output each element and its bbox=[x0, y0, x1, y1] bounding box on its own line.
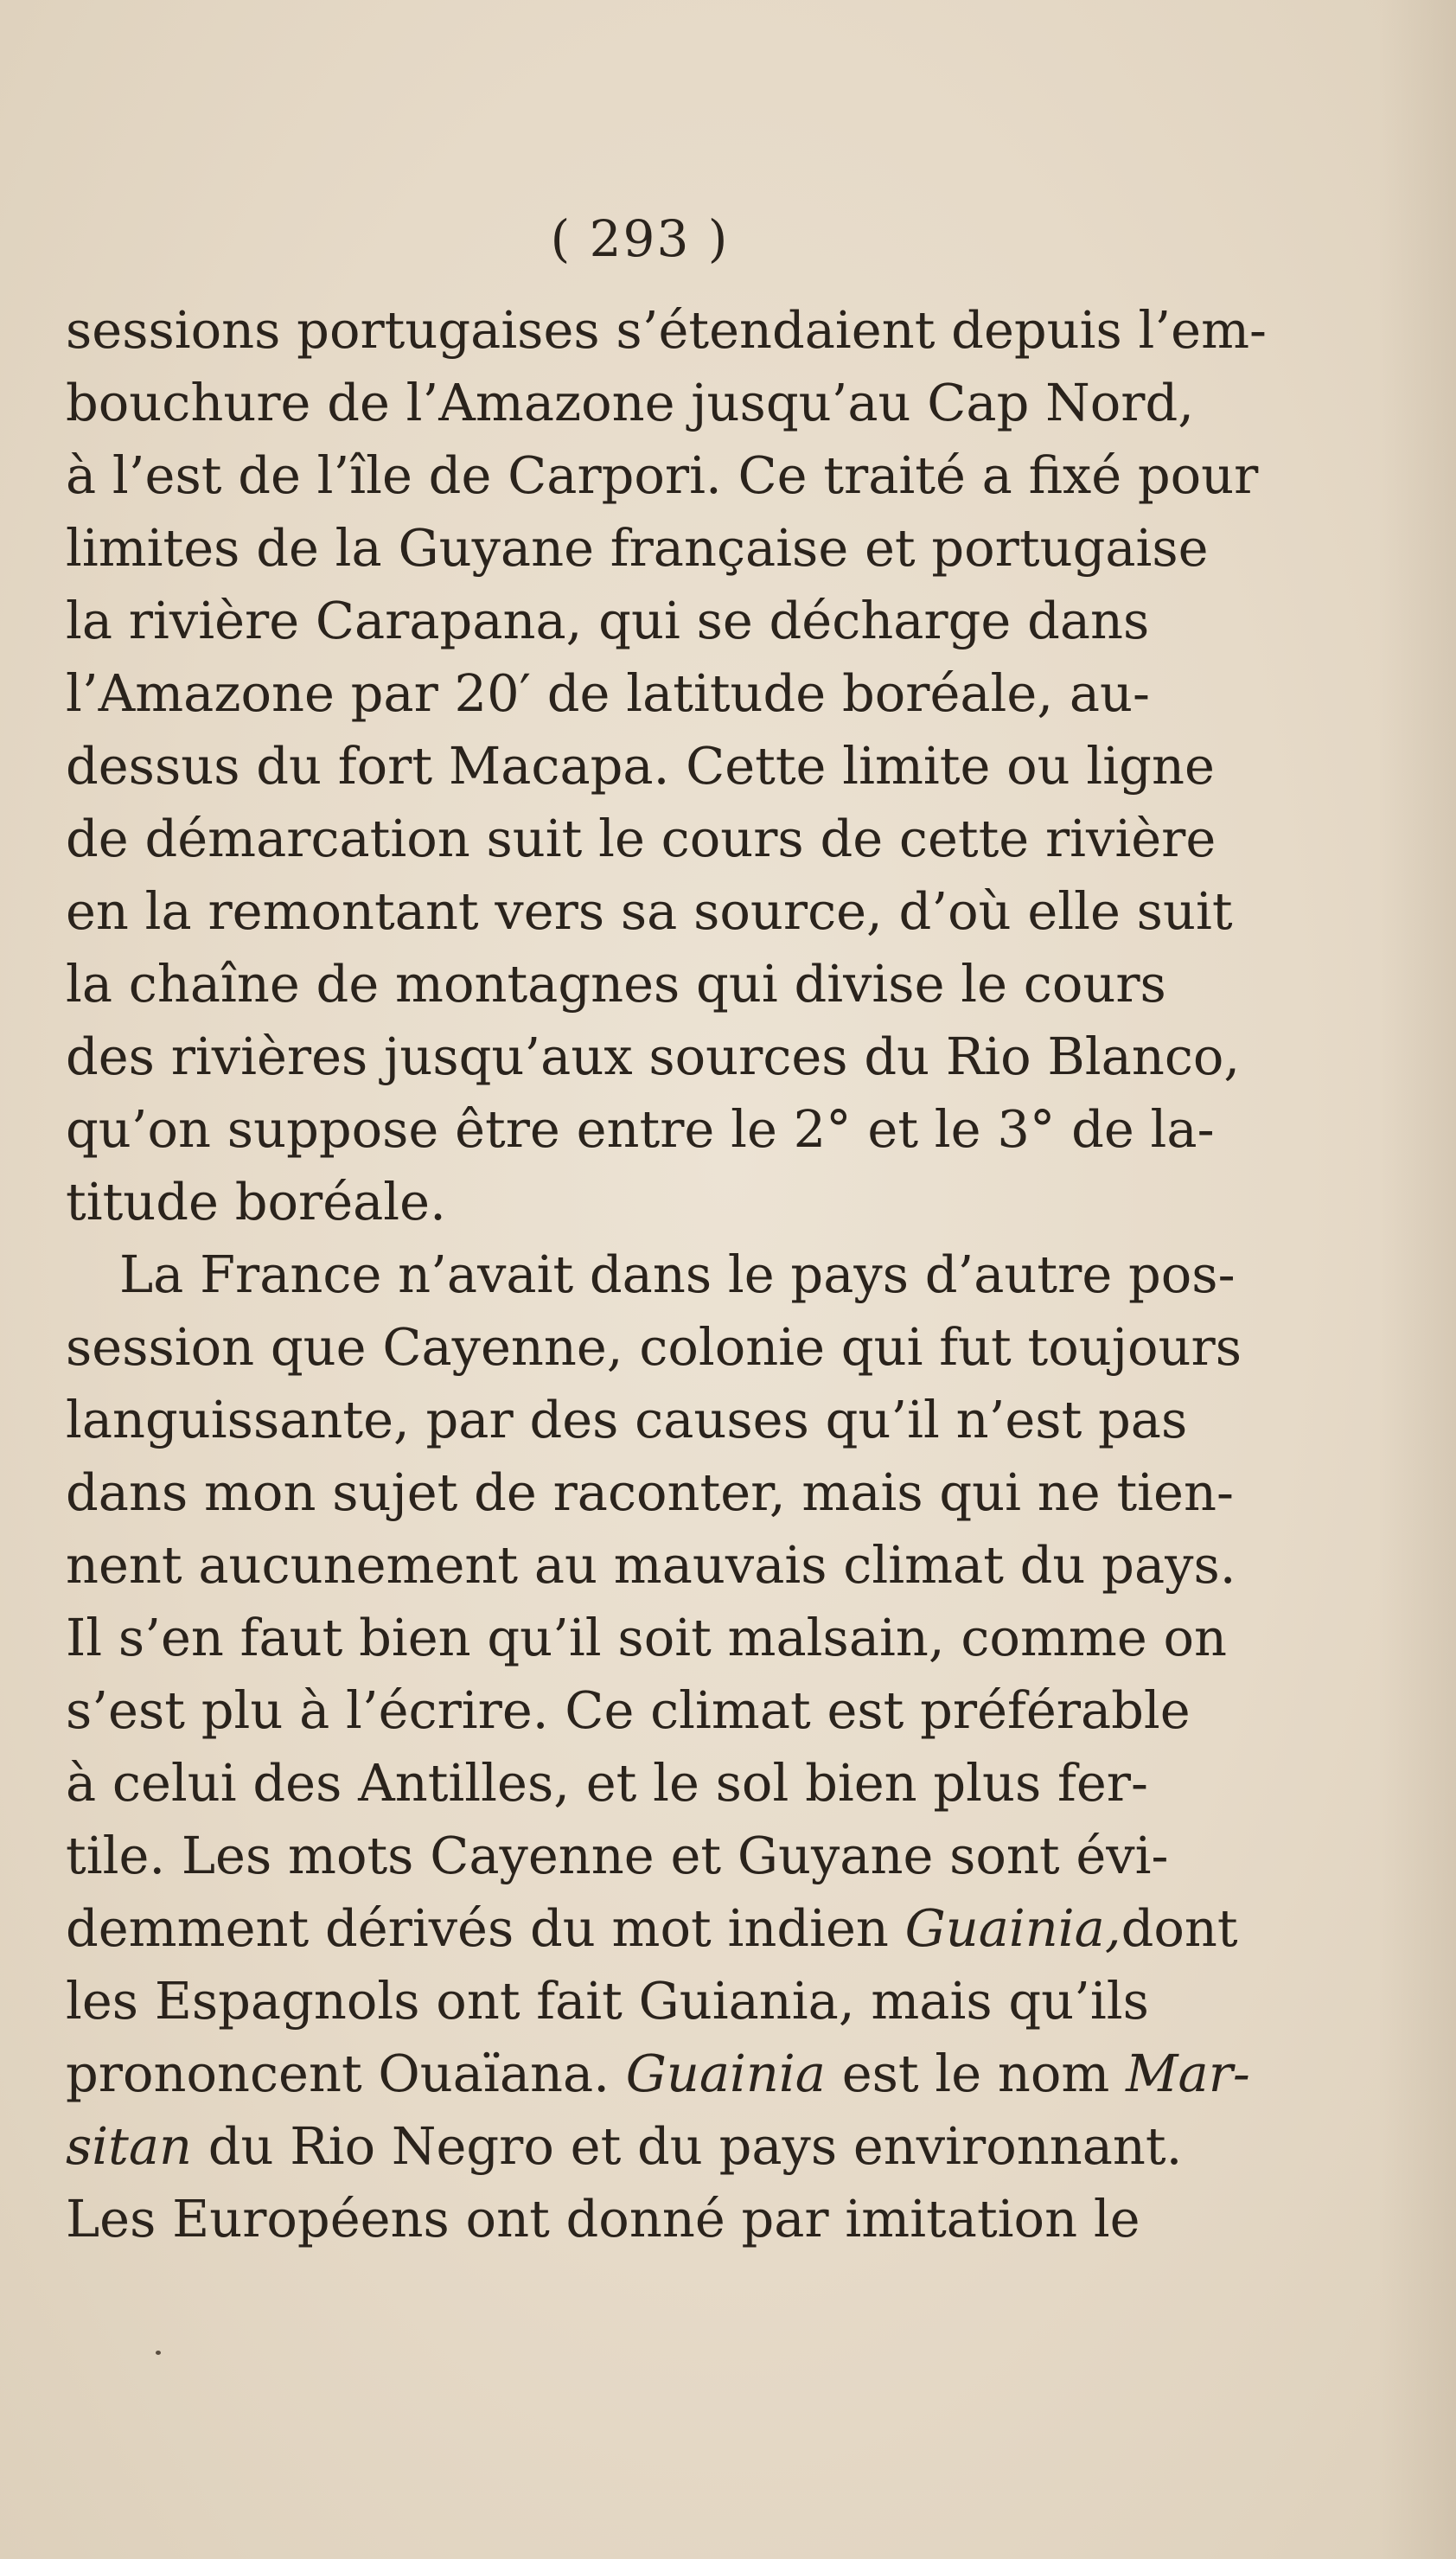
text-line: s’est plu à l’écrire. Ce climat est préférable bbox=[66, 1680, 1191, 1740]
text-line: à l’est de l’île de Carpori. Ce traité a fixé pour bbox=[66, 445, 1259, 505]
text-run: est le nom bbox=[825, 2044, 1127, 2103]
text-line: en la remontant vers sa source, d’où elle suit bbox=[66, 881, 1233, 941]
text-line bbox=[66, 1892, 1238, 1965]
italic-word: Guainia bbox=[625, 2044, 826, 2103]
text-line: de démarcation suit le cours de cette rivière bbox=[66, 809, 1217, 868]
text-line: dessus du fort Macapa. Cette limite ou ligne bbox=[66, 736, 1215, 796]
text-line: la chaîne de montagnes qui divise le cours bbox=[66, 954, 1166, 1014]
page-number: ( 293 ) bbox=[550, 209, 730, 268]
text-line bbox=[66, 2110, 1183, 2183]
body-text bbox=[66, 294, 1267, 2255]
italic-word: Mar- bbox=[1126, 2044, 1250, 2103]
text-run: demment dérivés du mot indien bbox=[66, 1898, 905, 1958]
text-line: à celui des Antilles, et le sol bien plus fer- bbox=[66, 1753, 1148, 1813]
text-line bbox=[66, 2038, 1250, 2110]
italic-word: sitan bbox=[66, 2116, 193, 2176]
italic-word: Guainia, bbox=[904, 1898, 1121, 1958]
text-line: l’Amazone par 20′ de latitude boréale, au- bbox=[66, 663, 1150, 723]
page-edge-shadow bbox=[1378, 0, 1456, 2559]
text-line: sessions portugaises s’étendaient depuis l’em- bbox=[66, 300, 1267, 360]
text-line: Les Européens ont donné par imitation le bbox=[66, 2189, 1140, 2249]
text-line: limites de la Guyane française et portugaise bbox=[66, 518, 1209, 578]
text-line: des rivières jusqu’aux sources du Rio Blanco, bbox=[66, 1027, 1241, 1086]
text-line: la rivière Carapana, qui se décharge dans bbox=[66, 591, 1150, 650]
text-line: languissante, par des causes qu’il n’est pas bbox=[66, 1390, 1188, 1449]
text-run: dont bbox=[1121, 1898, 1238, 1958]
text-line: titude boréale. bbox=[66, 1172, 446, 1232]
text-line: nent aucunement au mauvais climat du pays. bbox=[66, 1535, 1236, 1595]
text-run: prononcent Ouaïana. bbox=[66, 2044, 626, 2103]
text-line: dans mon sujet de raconter, mais qui ne tien- bbox=[66, 1462, 1234, 1522]
text-line: La France n’avait dans le pays d’autre pos- bbox=[119, 1244, 1236, 1304]
text-line: Il s’en faut bien qu’il soit malsain, comme on bbox=[66, 1608, 1228, 1667]
text-line: qu’on suppose être entre le 2° et le 3° de la- bbox=[66, 1099, 1215, 1159]
text-line: bouchure de l’Amazone jusqu’au Cap Nord, bbox=[66, 373, 1195, 432]
text-run: du Rio Negro et du pays environnant. bbox=[192, 2116, 1183, 2176]
text-line: les Espagnols ont fait Guiania, mais qu’ils bbox=[66, 1971, 1149, 2031]
text-line: tile. Les mots Cayenne et Guyane sont évi- bbox=[66, 1826, 1169, 1885]
paper-speck bbox=[156, 2351, 161, 2355]
text-line: session que Cayenne, colonie qui fut toujours bbox=[66, 1317, 1242, 1377]
